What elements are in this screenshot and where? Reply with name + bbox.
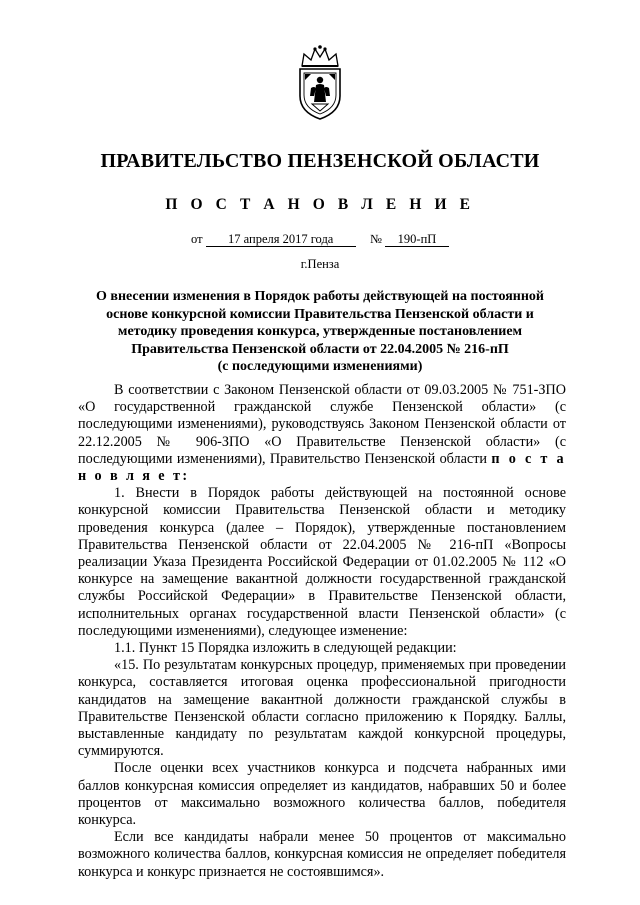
paragraph-text: В соответствии с Законом Пензенской области от 09.03.2005 № 751-ЗПО «О государственной гражданской службе Пензенской области» (с последующими изменениями), руководствуясь Законом Пензенской области от 22.12.2005 № 906-ЗПО «О Правительстве Пензенской области» (с последующими изменениями), Правительство Пензенской области (78, 382, 566, 467)
document-date: 17 апреля 2017 года (206, 232, 356, 247)
subject-line: О внесении изменения в Порядок работы действующей на постоянной (96, 289, 544, 304)
body-paragraph: После оценки всех участников конкурса и подсчета набранных ими баллов конкурсная комиссия определяет из кандидатов, набравших 50 и более процентов от максимально возможного количества баллов, победителя конкурса. (78, 760, 566, 829)
document-number: 190-пП (385, 232, 449, 247)
document-type: П О С Т А Н О В Л Е Н И Е (165, 196, 475, 213)
subject-line: Правительства Пензенской области от 22.04.2005 № 216-пП (131, 341, 509, 357)
body-paragraph: «15. По результатам конкурсных процедур, применяемых при проведении конкурса, составляется итоговая оценка профессиональной пригодности кандидатов на замещение вакантной должности гражданской службы в Правительстве Пензенской области согласно приложению к Порядку. Баллы, выставленные кандидату по результатам каждой конкурсной процедуры, суммируются. (78, 657, 566, 760)
document-body (78, 382, 566, 881)
date-number-line (0, 232, 640, 247)
penza-region-coat-of-arms-icon (292, 44, 348, 122)
body-paragraph: 1. Внести в Порядок работы действующей на постоянной основе конкурсной комиссии Правительства Пензенской области и методику проведения конкурса (далее – Порядок), утвержденные постановлением Правительства Пензенской области от 22.04.2005 № 216-пП «Вопросы реализации Указа Президента Российской Федерации от 01.02.2005 № 112 «О конкурсе на замещение вакантной должности государственной гражданской службы Российской Федерации» в Правительстве Пензенской области, исполнительных органах государственной власти Пензенской области» (с последующими изменениями), следующее изменение: (78, 485, 566, 639)
number-label: № (369, 232, 382, 246)
government-title: ПРАВИТЕЛЬСТВО ПЕНЗЕНСКОЙ ОБЛАСТИ (100, 150, 540, 172)
city: г.Пенза (300, 257, 340, 271)
from-label: от (191, 232, 203, 246)
subject-line: основе конкурсной комиссии Правительства Пензенской области и (106, 306, 534, 322)
document-subject (70, 288, 570, 376)
body-paragraph: Если все кандидаты набрали менее 50 процентов от максимально возможного количества баллов, конкурсная комиссия не определяет победителя конкурса и конкурс признается не состоявшимся». (78, 829, 566, 880)
subject-line: методику проведения конкурса, утвержденные постановлением (117, 324, 523, 339)
subject-line: (с последующими изменениями) (217, 359, 423, 374)
body-paragraph: 1.1. Пункт 15 Порядка изложить в следующей редакции: (114, 640, 457, 657)
resolve-word: п о с т а н о в л я е т: (78, 450, 566, 485)
body-paragraph (78, 382, 566, 485)
